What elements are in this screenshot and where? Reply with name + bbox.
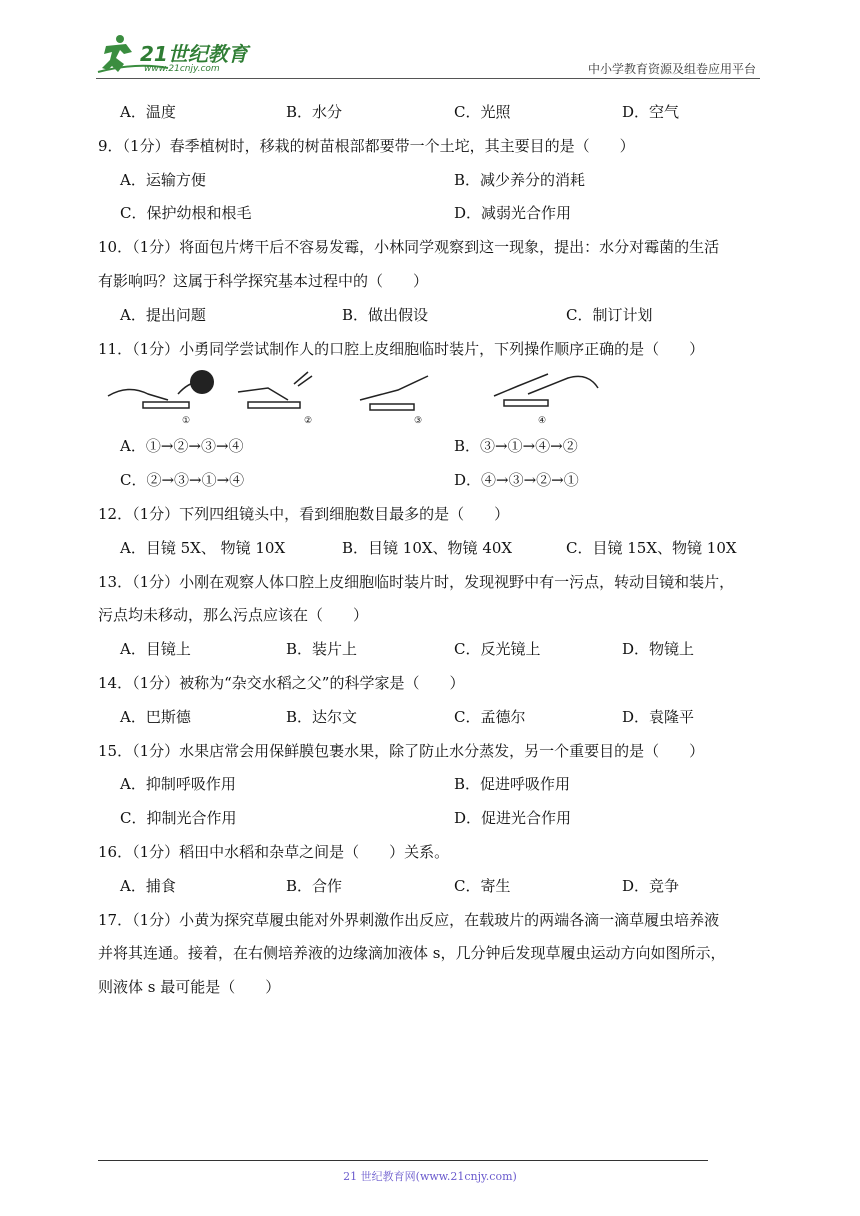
- platform-name: 中小学教育资源及组卷应用平台: [587, 62, 756, 76]
- q15-options-row2: [98, 802, 770, 836]
- option-b: B．做出假设: [342, 305, 429, 324]
- question-14: 14．（1分）被称为“杂交水稻之父”的科学家是（ ）: [98, 673, 465, 692]
- option-a: A．抑制呼吸作用: [120, 775, 236, 794]
- option-d: D．减弱光合作用: [454, 204, 572, 223]
- option-c: C．抑制光合作用: [120, 809, 237, 828]
- header-divider: [96, 78, 760, 79]
- option-c: C．保护幼根和根毛: [120, 204, 252, 223]
- option-c: C．光照: [454, 103, 511, 121]
- option-b: B．③→①→④→②: [454, 437, 578, 456]
- fig-label-3: ③: [414, 416, 423, 427]
- question-13-line2: 污点均未移动，那么污点应该在（ ）: [98, 606, 369, 625]
- q15-options-row1: [98, 768, 770, 802]
- fig-label-4: ④: [538, 416, 547, 427]
- option-d: D．空气: [622, 103, 680, 121]
- question-13-line1: 13．（1分）小刚在观察人体口腔上皮细胞临时装片时，发现视野中有一污点，转动目镜和装片，: [98, 572, 735, 591]
- footer-divider: [98, 1160, 708, 1161]
- option-d: D．④→③→②→①: [454, 471, 579, 490]
- logo-url-text: www.21cnjy.com: [144, 64, 220, 74]
- option-a: A．运输方便: [120, 170, 206, 189]
- option-c: C．②→③→①→④: [120, 471, 245, 490]
- question-16: 16．（1分）稻田中水稻和杂草之间是（ ）关系。: [98, 842, 450, 861]
- q10-options: [98, 299, 770, 333]
- option-b: B．达尔文: [286, 707, 358, 726]
- page-footer: 21 世纪教育网(www.21cnjy.com): [343, 1170, 517, 1183]
- option-b: B．水分: [286, 103, 343, 121]
- option-a: A．提出问题: [120, 305, 206, 324]
- option-a: A．目镜上: [120, 640, 191, 659]
- option-b: B．目镜 10X、物镜 40X: [342, 538, 513, 557]
- question-10-line2: 有影响吗？这属于科学探究基本过程中的（ ）: [98, 271, 429, 290]
- option-d: D．物镜上: [622, 640, 695, 659]
- question-9: 9．（1分）春季植树时，移栽的树苗根部都要带一个土坨，其主要目的是（ ）: [98, 136, 635, 155]
- option-b: B．合作: [286, 876, 343, 895]
- logo-main-text: 21世纪教育: [140, 42, 248, 66]
- q8-options: [98, 96, 770, 130]
- question-body: [98, 96, 770, 1005]
- option-c: C．制订计划: [566, 305, 653, 324]
- question-17-line2: 并将其连通。接着，在右侧培养液的边缘滴加液体 s，几分钟后发现草履虫运动方向如图所示，: [98, 944, 726, 963]
- q13-options: [98, 633, 770, 667]
- question-15: 15．（1分）水果店常会用保鲜膜包裹水果，除了防止水分蒸发，另一个重要目的是（ ）: [98, 741, 705, 760]
- question-10-line1: 10．（1分）将面包片烤干后不容易发霉，小林同学观察到这一现象，提出：水分对霉菌的生活: [98, 238, 720, 257]
- q9-options-row2: [98, 197, 770, 231]
- option-c: C．寄生: [454, 876, 511, 895]
- fig-label-2: ②: [304, 416, 313, 427]
- option-d: D．竞争: [622, 876, 680, 895]
- q11-figure: [98, 366, 770, 430]
- q11-options-row2: [98, 464, 770, 498]
- option-a: A．目镜 5X、 物镜 10X: [120, 538, 286, 557]
- option-b: B．装片上: [286, 640, 358, 659]
- q9-options-row1: [98, 164, 770, 198]
- option-c: C．目镜 15X、物镜 10X: [566, 538, 737, 557]
- option-a: A．捕食: [120, 876, 176, 895]
- q11-options-row1: [98, 430, 770, 464]
- option-c: C．反光镜上: [454, 640, 541, 659]
- page-header: [96, 28, 760, 78]
- option-a: A．温度: [120, 103, 176, 121]
- option-c: C．孟德尔: [454, 707, 526, 726]
- question-12: 12．（1分）下列四组镜头中，看到细胞数目最多的是（ ）: [98, 504, 510, 523]
- option-b: B．促进呼吸作用: [454, 775, 571, 794]
- option-a: A．巴斯德: [120, 707, 191, 726]
- q14-options: [98, 701, 770, 735]
- option-d: D．促进光合作用: [454, 809, 572, 828]
- option-a: A．①→②→③→④: [120, 437, 244, 456]
- question-11: 11．（1分）小勇同学尝试制作人的口腔上皮细胞临时装片，下列操作顺序正确的是（ ）: [98, 339, 705, 358]
- question-17-line3: 则液体 s 最可能是（ ）: [98, 978, 281, 997]
- q16-options: [98, 870, 770, 904]
- fig-label-1: ①: [182, 416, 191, 427]
- option-b: B．减少养分的消耗: [454, 170, 586, 189]
- q12-options: [98, 532, 770, 566]
- option-d: D．袁隆平: [622, 707, 695, 726]
- question-17-line1: 17．（1分）小黄为探究草履虫能对外界刺激作出反应，在载玻片的两端各滴一滴草履虫培养液: [98, 910, 720, 929]
